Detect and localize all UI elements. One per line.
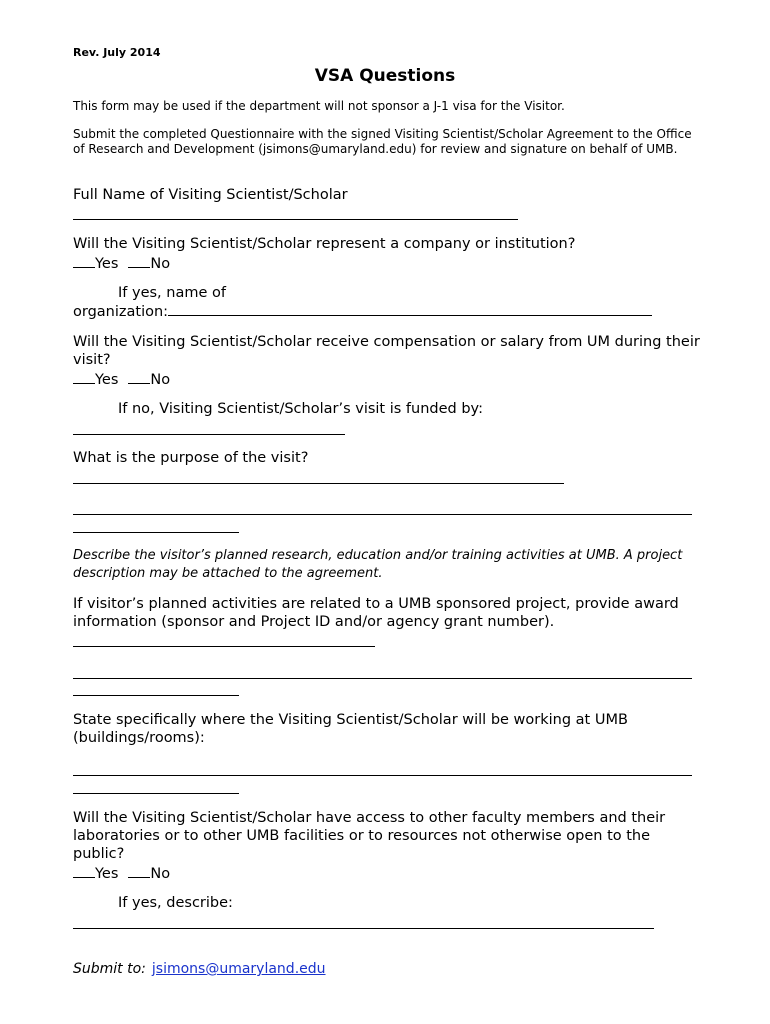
- compensation-no-blank[interactable]: [128, 369, 150, 384]
- yes-label: Yes: [95, 866, 119, 882]
- purpose-field-line-3[interactable]: [73, 532, 239, 533]
- access-question: Will the Visiting Scientist/Scholar have access to other faculty members and their laboratories or to other UMB facilities or to resources not otherwise open to the public?: [73, 810, 666, 862]
- purpose-question: What is the purpose of the visit?: [73, 450, 309, 466]
- yes-label: Yes: [95, 372, 119, 388]
- no-label: No: [150, 256, 171, 272]
- access-yes-blank[interactable]: [73, 863, 95, 878]
- compensation-yes-no: [73, 369, 170, 389]
- yes-label: Yes: [95, 256, 119, 272]
- represent-yes-blank[interactable]: [73, 253, 95, 268]
- sponsored-field-line-3[interactable]: [73, 695, 239, 696]
- no-label: No: [150, 372, 171, 388]
- work-location-field-line-1[interactable]: [73, 775, 692, 776]
- funded-by-field[interactable]: [73, 434, 345, 435]
- purpose-field-line-1[interactable]: [73, 483, 564, 484]
- submit-email-link[interactable]: jsimons@umaryland.edu: [151, 961, 326, 977]
- purpose-field-line-2[interactable]: [73, 514, 692, 515]
- org-prompt: If yes, name of: [118, 285, 226, 301]
- funded-by-label: If no, Visiting Scientist/Scholar’s visit is funded by:: [118, 401, 483, 417]
- represent-yes-no: [73, 253, 170, 273]
- describe-activities-note: Describe the visitor’s planned research, education and/or training activities at UMB. A project description may be attached to the agreement.: [73, 548, 683, 581]
- submit-to: [73, 961, 326, 977]
- submit-label: Submit to:: [73, 961, 146, 977]
- intro-line-2: Submit the completed Questionnaire with the signed Visiting Scientist/Scholar Agreement to the Office of Research and Development (jsimons@umaryland.edu) for review and signature on behalf of UMB.: [73, 127, 692, 156]
- represent-no-blank[interactable]: [128, 253, 150, 268]
- intro-line-1: This form may be used if the department will not sponsor a J-1 visa for the Visitor.: [73, 99, 565, 113]
- full-name-label: Full Name of Visiting Scientist/Scholar: [73, 187, 348, 203]
- organization-field[interactable]: [168, 302, 652, 316]
- access-describe-label: If yes, describe:: [118, 895, 233, 911]
- sponsored-field-line-2[interactable]: [73, 678, 692, 679]
- org-row: [73, 302, 652, 321]
- revision-date: Rev. July 2014: [73, 46, 161, 59]
- sponsored-project-question: If visitor’s planned activities are related to a UMB sponsored project, provide award information (sponsor and Project ID and/or agency grant number).: [73, 596, 679, 630]
- page-title: VSA Questions: [314, 66, 456, 86]
- compensation-question: Will the Visiting Scientist/Scholar receive compensation or salary from UM during their visit?: [73, 334, 700, 368]
- access-yes-no: [73, 863, 170, 883]
- compensation-yes-blank[interactable]: [73, 369, 95, 384]
- full-name-field[interactable]: [73, 219, 518, 220]
- no-label: No: [150, 866, 171, 882]
- sponsored-field-line-1[interactable]: [73, 646, 375, 647]
- represent-question: Will the Visiting Scientist/Scholar represent a company or institution?: [73, 236, 576, 252]
- org-label: organization:: [73, 304, 169, 320]
- work-location-field-line-2[interactable]: [73, 793, 239, 794]
- work-location-question: State specifically where the Visiting Scientist/Scholar will be working at UMB (buildings/rooms):: [73, 712, 628, 746]
- access-no-blank[interactable]: [128, 863, 150, 878]
- access-describe-field[interactable]: [73, 928, 654, 929]
